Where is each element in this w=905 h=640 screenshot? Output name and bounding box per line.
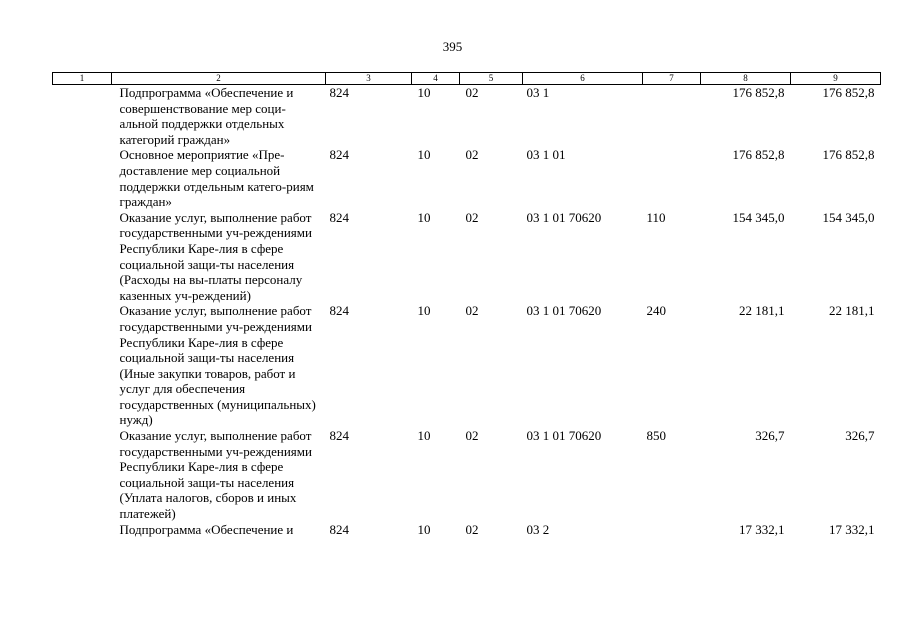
amount-1-cell: 326,7 [755, 428, 785, 444]
expense-name-cell: Подпрограмма «Обеспечение и совершенствование мер соци-альной поддержки отдельных категорий граждан» [119, 85, 294, 147]
row-number-cell [53, 428, 112, 522]
subsection-code-cell: 02 [465, 147, 479, 163]
table-row [53, 303, 881, 428]
amount-2-cell: 154 345,0 [822, 209, 875, 225]
subsection-code-cell: 02 [465, 303, 479, 319]
expense-name-cell: Оказание услуг, выполнение работ государственными уч-реждениями Республики Каре-лия в сфере социальной защи-ты населения (Иные закупки товаров, работ и услуг для обеспечения государственных (муниципальных) нужд) [119, 303, 316, 428]
target-code-cell: 03 1 01 70620 [526, 209, 602, 225]
ministry-code-cell: 824 [329, 303, 349, 319]
column-header-4: 4 [412, 73, 460, 85]
section-code-cell: 10 [417, 85, 431, 100]
expense-name-cell: Оказание услуг, выполнение работ государственными уч-реждениями Республики Каре-лия в сфере социальной защи-ты населения (Расходы на вы-платы персоналу казенных уч-реждений) [119, 209, 312, 303]
subsection-code-cell: 02 [465, 209, 479, 225]
amount-1-cell: 17 332,1 [739, 521, 785, 537]
amount-1-cell: 176 852,8 [732, 85, 785, 100]
amount-1-cell: 22 181,1 [739, 303, 785, 319]
column-header-2: 2 [112, 73, 326, 85]
section-code-cell: 10 [417, 428, 431, 444]
expense-name-cell: Подпрограмма «Обеспечение и [119, 521, 294, 537]
expense-type-cell: 850 [646, 428, 666, 444]
amount-2-cell: 17 332,1 [829, 521, 875, 537]
subsection-code-cell: 02 [465, 85, 479, 100]
expense-name-cell: Оказание услуг, выполнение работ государственными уч-реждениями Республики Каре-лия в сфере социальной защи-ты населения (Уплата налогов, сборов и иных платежей) [119, 428, 312, 522]
column-header-1: 1 [53, 73, 112, 85]
amount-1-cell: 154 345,0 [732, 209, 785, 225]
amount-2-cell: 176 852,8 [822, 147, 875, 163]
column-header-7: 7 [643, 73, 701, 85]
target-code-cell: 03 2 [526, 521, 550, 537]
expense-type-cell: 240 [646, 303, 666, 319]
row-number-cell [53, 85, 112, 148]
section-code-cell: 10 [417, 521, 431, 537]
ministry-code-cell: 824 [329, 428, 349, 444]
amount-1-cell: 176 852,8 [732, 147, 785, 163]
ministry-code-cell: 824 [329, 147, 349, 163]
table-row [53, 147, 881, 209]
expense-name-cell: Основное мероприятие «Пре-доставление мер социальной поддержки отдельным катего-риям граждан» [119, 147, 314, 210]
amount-2-cell: 176 852,8 [822, 85, 875, 100]
table-row [53, 85, 881, 148]
page-number: 395 [442, 39, 463, 54]
section-code-cell: 10 [417, 147, 431, 163]
target-code-cell: 03 1 01 70620 [526, 303, 602, 319]
row-number-cell [53, 303, 112, 428]
ministry-code-cell: 824 [329, 85, 349, 100]
column-header-9: 9 [791, 73, 881, 85]
subsection-code-cell: 02 [465, 521, 479, 537]
ministry-code-cell: 824 [329, 521, 349, 537]
section-code-cell: 10 [417, 209, 431, 225]
amount-2-cell: 326,7 [845, 428, 875, 444]
table-row [53, 210, 881, 304]
table-row [53, 428, 881, 522]
column-number-header-row [53, 73, 881, 85]
target-code-cell: 03 1 [526, 85, 550, 100]
column-header-8: 8 [701, 73, 791, 85]
budget-table [52, 72, 881, 537]
ministry-code-cell: 824 [329, 209, 349, 225]
expense-type-cell [643, 522, 701, 538]
target-code-cell: 03 1 01 [526, 147, 566, 163]
expense-type-cell: 110 [646, 209, 666, 225]
table-row [53, 522, 881, 538]
expense-type-cell [643, 147, 701, 209]
row-number-cell [53, 210, 112, 304]
row-number-cell [53, 147, 112, 209]
expense-type-cell [643, 85, 701, 148]
subsection-code-cell: 02 [465, 428, 479, 444]
column-header-6: 6 [523, 73, 643, 85]
target-code-cell: 03 1 01 70620 [526, 428, 602, 444]
column-header-3: 3 [326, 73, 412, 85]
row-number-cell [53, 522, 112, 538]
section-code-cell: 10 [417, 303, 431, 319]
column-header-5: 5 [460, 73, 523, 85]
amount-2-cell: 22 181,1 [829, 303, 875, 319]
